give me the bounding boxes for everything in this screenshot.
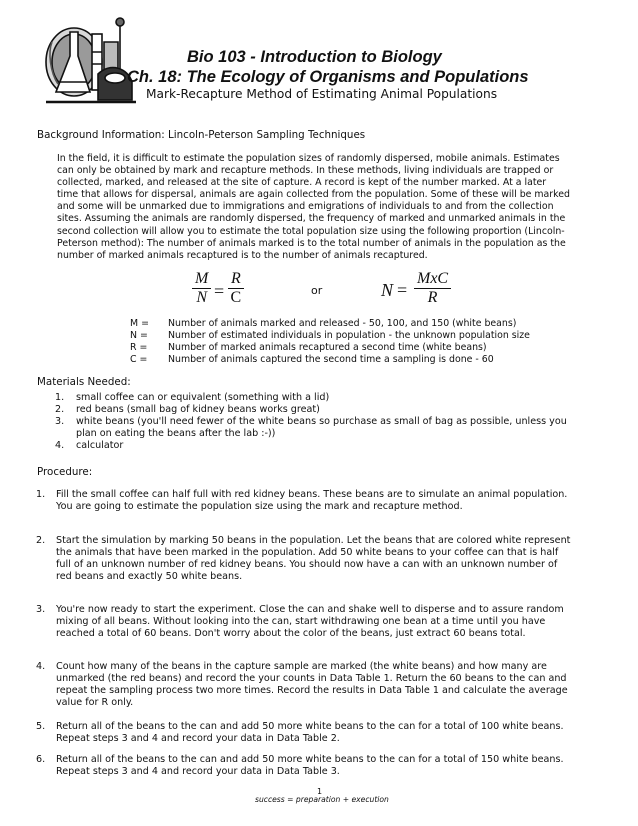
lab-glassware-logo xyxy=(40,12,140,116)
material-number: 4. xyxy=(55,440,65,451)
procedure-heading: Procedure: xyxy=(37,466,93,478)
step-line: the animals that have been marked in the population. Add 50 white beans to your coffee can that is half xyxy=(56,547,559,558)
step-text xyxy=(56,604,564,640)
step-line: mixing of all beans. Without looking into the can, start withdrawing one bean at a time until you have xyxy=(56,616,546,627)
definition-text: Number of estimated individuals in population - the unknown population size xyxy=(168,330,530,341)
material-text: red beans (small bag of kidney beans works great) xyxy=(76,404,320,415)
variable-definitions xyxy=(130,318,530,366)
materials-heading: Materials Needed: xyxy=(37,376,131,388)
step-line: red beans and exactly 50 white beans. xyxy=(56,571,243,582)
step-number: 5. xyxy=(36,721,46,732)
definition-row xyxy=(130,318,530,330)
material-number: 2. xyxy=(55,404,65,415)
step-text xyxy=(56,754,564,778)
background-line: time that allows for dispersal, animals are again collected from the population. Some of these will be marked xyxy=(57,189,570,201)
material-item xyxy=(37,416,597,440)
step-line: Start the simulation by marking 50 beans in the population. Let the beans that are colored white represent xyxy=(56,535,571,546)
step-line: Repeat steps 3 and 4 and record your data in Data Table 2. xyxy=(56,733,340,744)
definition-text: Number of animals captured the second time a sampling is done - 60 xyxy=(168,354,494,365)
step-line: Fill the small coffee can half full with red kidney beans. These beans are to simulate an animal population. xyxy=(56,489,568,500)
formula-r-2: R xyxy=(427,289,438,306)
formula-mxc: MxC xyxy=(414,270,451,289)
step-line: unmarked (the red beans) and record the your counts in Data Table 1. Return the 60 beans to the can and xyxy=(56,673,567,684)
footer-motto: success = preparation + execution xyxy=(255,795,389,804)
step-line: Count how many of the beans in the capture sample are marked (the white beans) and how many are xyxy=(56,661,547,672)
formula-n-var: N xyxy=(381,280,394,300)
material-item xyxy=(37,404,597,416)
material-text: small coffee can or equivalent (something with a lid) xyxy=(76,392,330,403)
background-heading: Background Information: Lincoln-Peterson Sampling Techniques xyxy=(37,129,366,141)
step-text xyxy=(56,535,570,583)
material-number: 1. xyxy=(55,392,65,403)
fraction-m-over-n xyxy=(192,270,211,307)
fraction-mxc-over-r xyxy=(414,270,451,307)
material-item xyxy=(37,392,597,404)
step-line: Repeat steps 3 and 4 and record your data in Data Table 3. xyxy=(56,766,340,777)
step-line: reached a total of 60 beans. Don't worry about the color of the beans, just extract 60 beans total. xyxy=(56,628,526,639)
step-text xyxy=(56,661,568,709)
step-line: repeat the sampling process two more times. Record the results in Data Table 1 and calculate the average xyxy=(56,685,568,696)
step-text xyxy=(56,721,564,745)
material-number: 3. xyxy=(55,416,65,427)
definition-symbol: M = xyxy=(130,318,149,329)
background-line: sites. Assuming the animals are randomly dispersed, the frequency of marked and unmarked animals in the xyxy=(57,213,566,225)
procedure-step xyxy=(36,489,606,513)
fraction-r-over-c xyxy=(228,270,244,307)
step-number: 1. xyxy=(36,489,46,500)
definition-symbol: R = xyxy=(130,342,148,353)
lab-subtitle: Mark-Recapture Method of Estimating Animal Populations xyxy=(146,87,498,101)
equals-sign: = xyxy=(214,281,225,301)
background-line: can only be obtained by mark and recapture methods. In these methods, living individuals are trapped or xyxy=(57,165,554,177)
background-line: second collection will allow you to estimate the total population size using the following proportion (Lincoln- xyxy=(57,225,565,237)
step-text xyxy=(56,489,567,513)
procedure-step xyxy=(36,604,606,640)
material-text: calculator xyxy=(76,440,124,451)
step-line: Return all of the beans to the can and add 50 more white beans to the can for a total of 100 white beans. xyxy=(56,721,564,732)
step-line: You're now ready to start the experiment. Close the can and shake well to disperse and to assure random xyxy=(56,604,564,615)
step-line: Return all of the beans to the can and add 50 more white beans to the can for a total of 150 white beans. xyxy=(56,754,564,765)
material-text-line: white beans (you'll need fewer of the white beans so purchase as small of bag as possible, unless you xyxy=(76,416,567,427)
definition-row xyxy=(130,354,530,366)
definition-row xyxy=(130,330,530,342)
step-number: 3. xyxy=(36,604,46,615)
procedure-step xyxy=(36,754,606,778)
step-number: 6. xyxy=(36,754,46,765)
material-item xyxy=(37,440,597,452)
background-line: and some will be unmarked due to immigrations and emigrations of individuals to and from the collection xyxy=(57,201,554,213)
formula-m: M xyxy=(192,270,211,289)
background-line: number of marked animals recaptured is to the number of animals recaptured. xyxy=(57,249,428,261)
formula-r: R xyxy=(228,270,244,289)
procedure-step xyxy=(36,661,606,709)
formula-n: N xyxy=(196,289,207,306)
material-text-line: plan on eating the beans after the lab :-)) xyxy=(76,428,276,439)
definition-symbol: N = xyxy=(130,330,148,341)
or-text: or xyxy=(311,284,323,297)
equals-sign-2: = xyxy=(397,280,408,300)
procedure-step xyxy=(36,535,606,583)
course-title: Bio 103 - Introduction to Biology xyxy=(187,48,442,66)
definition-text: Number of animals marked and released - 50, 100, and 150 (white beans) xyxy=(168,318,517,329)
step-line: value for R only. xyxy=(56,697,134,708)
step-number: 2. xyxy=(36,535,46,546)
definition-text: Number of marked animals recaptured a second time (white beans) xyxy=(168,342,487,353)
page-number: 1 xyxy=(317,787,323,796)
step-line: You are going to estimate the population size using the mark and recapture method. xyxy=(56,501,463,512)
definition-row xyxy=(130,342,530,354)
background-line: collected, marked, and released at the site of capture. A record is kept of the number marked. At a later xyxy=(57,177,547,189)
step-number: 4. xyxy=(36,661,46,672)
step-line: full of an unknown number of red kidney beans. You should now have a can with an unknown number of xyxy=(56,559,558,570)
definition-symbol: C = xyxy=(130,354,148,365)
formula-c: C xyxy=(230,289,242,306)
material-text xyxy=(76,416,567,440)
background-paragraph xyxy=(57,153,577,262)
background-line: In the field, it is difficult to estimate the population sizes of randomly dispersed, mobile animals. Estimates xyxy=(57,153,560,164)
chapter-title: Ch. 18: The Ecology of Organisms and Populations xyxy=(127,68,529,86)
materials-list xyxy=(37,392,597,452)
background-line: Peterson method): The number of animals marked is to the total number of animals in the population as the xyxy=(57,237,566,249)
procedure-step xyxy=(36,721,606,745)
